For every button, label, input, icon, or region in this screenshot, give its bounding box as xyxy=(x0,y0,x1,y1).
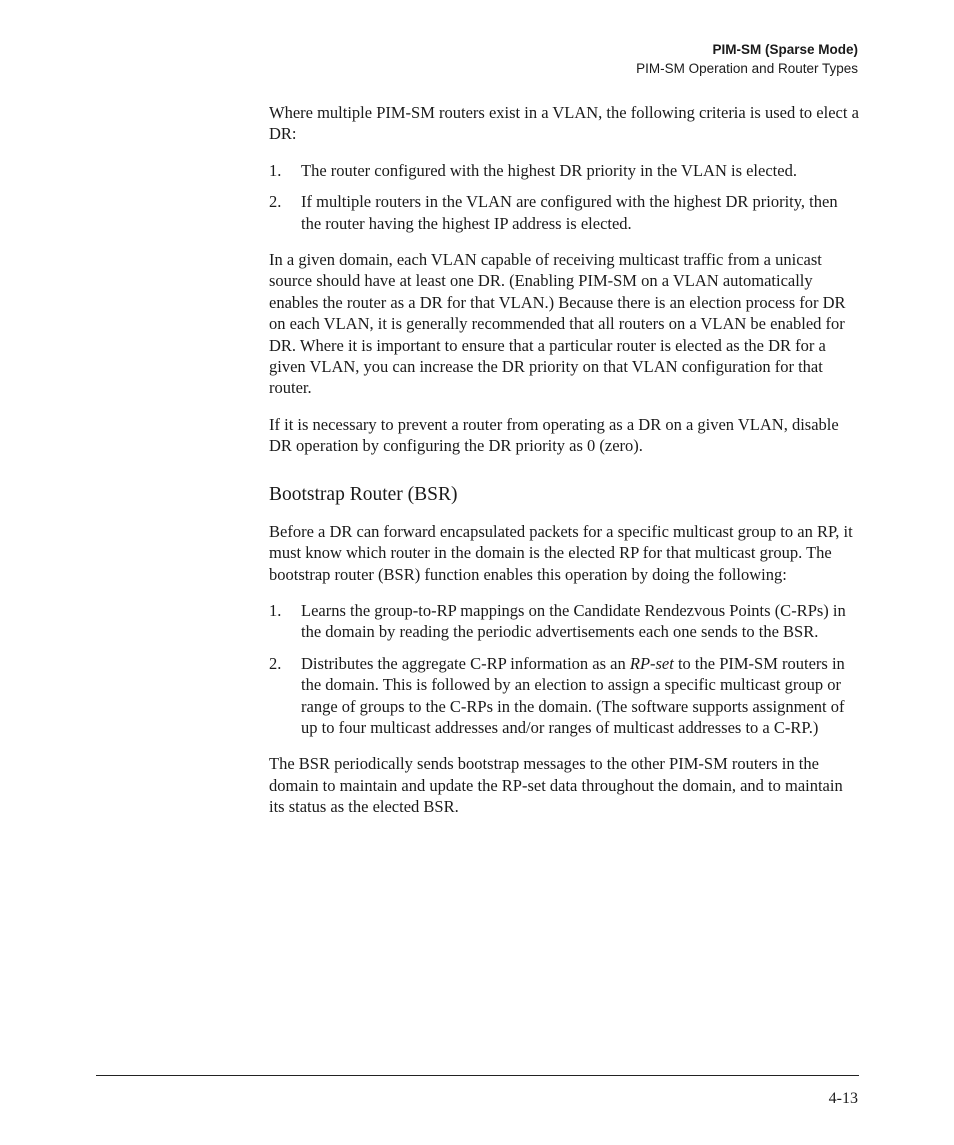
list-item-text xyxy=(301,654,845,737)
paragraph-bsr-messages: The BSR periodically sends bootstrap messages to the other PIM-SM routers in the domain to maintain and update the RP-set data throughout the domain, and to maintain its status as the elected BSR. xyxy=(269,754,843,817)
list-item-text: If multiple routers in the VLAN are configured with the highest DR priority, then the router having the highest IP address is elected. xyxy=(301,192,838,233)
list-item xyxy=(269,600,859,643)
footer-divider xyxy=(96,1075,859,1076)
page-number: 4-13 xyxy=(828,1090,858,1107)
list-number: 2. xyxy=(269,192,282,212)
list-item-text: Learns the group-to-RP mappings on the Candidate Rendezvous Points (C-RPs) in the domain by reading the periodic advertisements each one sends to the BSR. xyxy=(301,600,846,642)
list-number: 2. xyxy=(269,653,282,673)
page-body xyxy=(269,102,859,833)
list-item xyxy=(269,191,859,234)
list-item-text: The router configured with the highest DR priority in the VLAN is elected. xyxy=(301,160,797,180)
chapter-title: PIM-SM (Sparse Mode) xyxy=(712,42,858,57)
section-heading-bsr: Bootstrap Router (BSR) xyxy=(269,483,458,505)
paragraph-dr-per-vlan: In a given domain, each VLAN capable of receiving multicast traffic from a unicast source should have at least one DR. (Enabling PIM-SM on a VLAN automatically enables the router as a DR for that VLAN.) Because there is an election process for DR on each VLAN, it is generally recommended that all routers on a VLAN be enabled for DR. Where it is important to ensure that a particular router is elected as the DR for a given VLAN, you can increase the DR priority on that VLAN configuration for that router. xyxy=(269,250,846,398)
running-header xyxy=(636,40,858,78)
bsr-functions-list xyxy=(269,600,859,738)
paragraph-disable-dr: If it is necessary to prevent a router from operating as a DR on a given VLAN, disable DR operation by configuring the DR priority as 0 (zero). xyxy=(269,414,839,456)
section-title: PIM-SM Operation and Router Types xyxy=(636,61,858,76)
list-item xyxy=(269,160,859,181)
list-number: 1. xyxy=(269,600,282,620)
list-number: 1. xyxy=(269,160,282,180)
rp-set-term: RP-set xyxy=(629,653,674,673)
list-item-text-after: to the PIM-SM routers in the domain. This is followed by an election to assign a specific multicast group or range of groups to the C-RPs in the domain. (The software supports assignment of up to four multicast addresses and/or ranges of multicast addresses to a C-RP.) xyxy=(301,653,845,737)
paragraph-bsr-intro: Before a DR can forward encapsulated packets for a specific multicast group to an RP, it must know which router in the domain is the elected RP for that multicast group. The bootstrap router (BSR) function enables this operation by doing the following: xyxy=(269,521,853,584)
dr-criteria-list xyxy=(269,160,859,234)
list-item-text-before: Distributes the aggregate C-RP information as an xyxy=(301,653,630,673)
paragraph-dr-election-intro: Where multiple PIM-SM routers exist in a VLAN, the following criteria is used to elect a DR: xyxy=(269,103,859,144)
list-item xyxy=(269,653,859,739)
